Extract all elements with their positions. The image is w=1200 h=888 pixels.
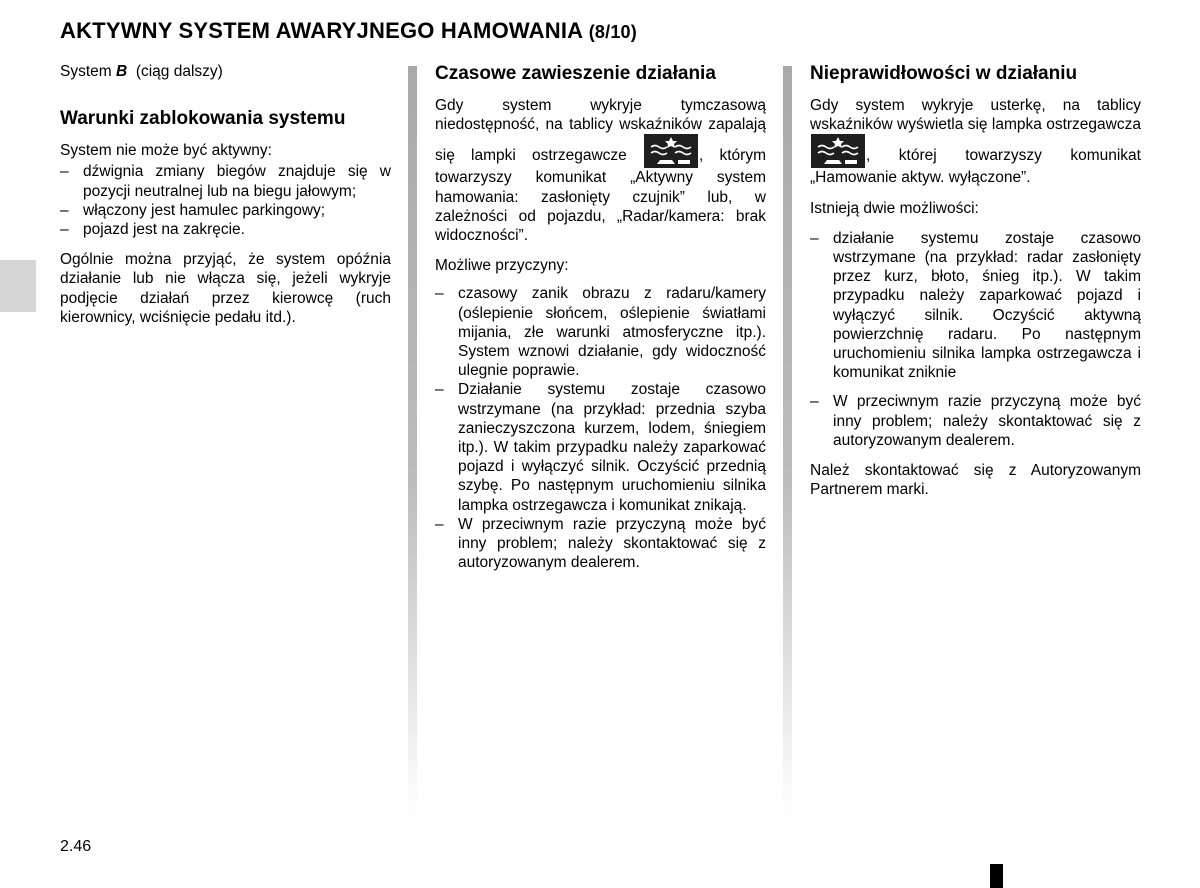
suspension-paragraph [435,96,766,245]
emergency-brake-warning-icon [644,134,698,168]
options-list [810,229,1141,450]
list-item: – W przeciwnym razie przyczyną może być inny problem; należy skontaktować się z autoryzowanym dealerem. [435,515,766,573]
conditions-list [60,162,391,239]
causes-list [435,284,766,572]
malfunction-text-after: , której towarzyszy komunikat „Hamowanie aktyw. wyłączone”. [810,147,1141,187]
options-label: Istnieją dwie możliwości: [810,199,979,217]
malfunction-paragraph [810,96,1141,188]
section-heading-malfunctions: Nieprawidłowości w działaniu [810,63,1078,84]
system-label: System [60,63,112,80]
page-part-indicator: (8/10) [588,22,637,42]
list-item: – pojazd jest na zakręcie. [60,220,391,239]
column-divider-bar [408,66,417,818]
column-divider-bar [783,66,792,818]
conditions-closing: Ogólnie można przyjąć, że system opóźnia działanie lub nie włącza się, jeżeli wykryje podjęcie działań przez kierowcę (ruch kierownicy, wciśnięcie pedału itd.). [60,251,391,326]
page-title-text: AKTYWNY SYSTEM AWARYJNEGO HAMOWANIA [60,18,583,43]
page-number: 2.46 [60,838,92,855]
emergency-brake-warning-icon [811,134,865,168]
suspension-text-after: , którym towarzyszy komunikat „Aktywny system hamowania: zasłonięty czujnik” lub, w zależności od pojazdu, „Radar/kamera: brak widoczności”. [435,147,766,245]
malfunction-closing: Należ skontaktować się z Autoryzowanym Partnerem marki. [810,462,1141,499]
system-letter: B [116,63,128,80]
system-intro [60,62,391,81]
list-item: – Działanie systemu zostaje czasowo wstrzymane (na przykład: przednia szyba zanieczyszczona kurzem, lodem, śniegiem itp.). W takim przypadku należy zaparkować pojazd i wyłączyć silnik. Oczyścić przednią szybę. Po następnym uruchomieniu silnika lampka ostrzegawcza i komunikat znikają. [435,380,766,514]
list-item: – W przeciwnym razie przyczyną może być inny problem; należy skontaktować się z autoryzowanym dealerem. [810,392,1141,450]
column-malfunctions [810,62,1141,510]
malfunction-text-before: Gdy system wykryje usterkę, na tablicy wskaźników wyświetla się lampka ostrzegawcza [810,97,1141,134]
section-heading-suspension: Czasowe zawieszenie działania [435,63,716,84]
suspension-text-before: Gdy system wykryje tymczasową niedostępność, na tablicy wskaźników zapalają się lampki ostrzegawcze [435,97,766,165]
continued-label: (ciąg dalszy) [135,63,223,80]
list-item: – włączony jest hamulec parkingowy; [60,201,391,220]
list-item: – działanie systemu zostaje czasowo wstrzymane (na przykład: radar zasłonięty przez kurz, błoto, śnieg itp.). W takim przypadku należy zaparkować pojazd i wyłączyć silnik. Oczyścić aktywną powierzchnię radaru. Po następnym uruchomieniu silnika lampka ostrzegawcza i komunikat zniknie [810,229,1141,383]
column-temporary-suspension [435,62,766,583]
page-title [60,18,637,44]
print-corner-mark [990,864,1003,888]
section-heading-conditions: Warunki zablokowania systemu [60,108,346,130]
conditions-lead: System nie może być aktywny: [60,142,272,160]
chapter-side-tab [0,260,36,312]
list-item: – dźwignia zmiany biegów znajduje się w pozycji neutralnej lub na biegu jałowym; [60,162,391,200]
column-conditions [60,62,391,338]
causes-label: Możliwe przyczyny: [435,257,569,275]
list-item: – czasowy zanik obrazu z radaru/kamery (oślepienie słońcem, oślepienie światłami mijania, złe warunki atmosferyczne itp.). System wznowi działanie, gdy widoczność ulegnie poprawie. [435,284,766,380]
